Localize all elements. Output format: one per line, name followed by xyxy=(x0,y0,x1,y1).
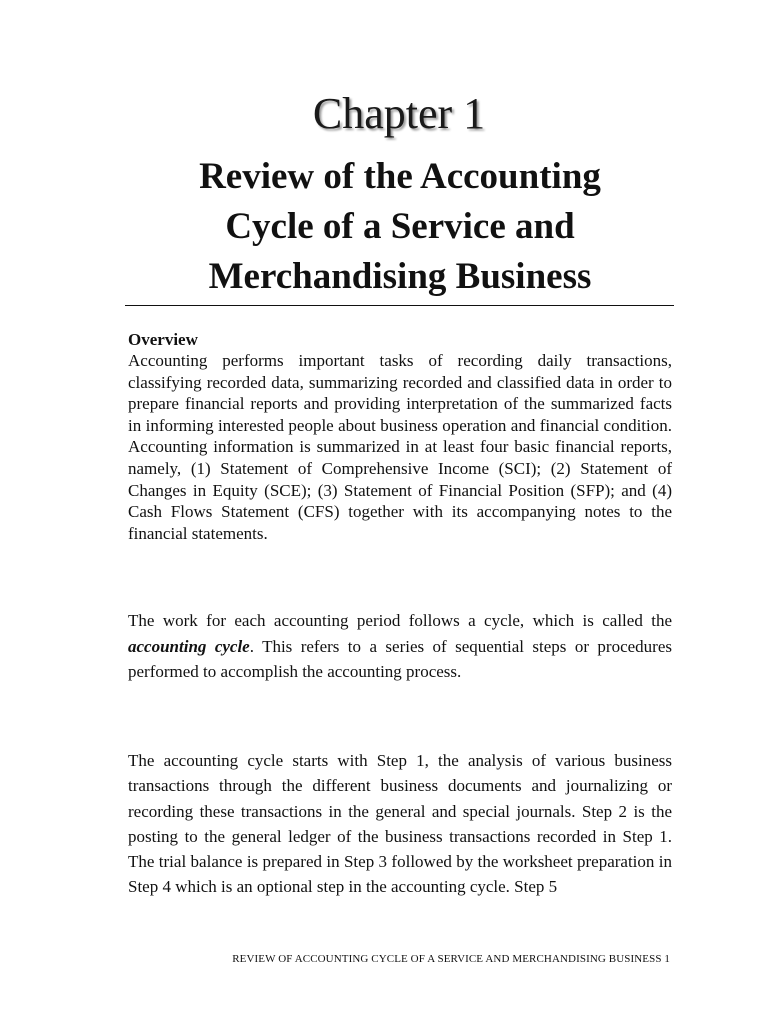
title-divider xyxy=(125,305,674,306)
chapter-title-line: Review of the Accounting xyxy=(199,156,601,197)
chapter-title-line: Cycle of a Service and xyxy=(225,206,575,247)
accounting-steps-paragraph: The accounting cycle starts with Step 1, the analysis of various business transactions through the different business documents and journalizing or recording these transactions in the general and special journals. Step 2 is the posting to the general ledger of the business transactions recorded in Step 1. The trial balance is prepared in Step 3 followed by the worksheet preparation in Step 4 which is an optional step in the accounting cycle. Step 5 xyxy=(128,751,672,897)
page-footer: REVIEW OF ACCOUNTING CYCLE OF A SERVICE AND MERCHANDISING BUSINESS 1 xyxy=(232,953,670,965)
overview-paragraph: Accounting performs important tasks of recording daily transactions, classifying recorded data, summarizing recorded and classified data in order to prepare financial reports and providing interpretation of the summarized facts in informing interested people about business operation and financial condition. Accounting information is summarized in at least four basic financial reports, namely, (1) Statement of Comprehensive Income (SCI); (2) Statement of Changes in Equity (SCE); (3) Statement of Financial Position (SFP); and (4) Cash Flows Statement (CFS) together with its accompanying notes to the financial statements. xyxy=(128,351,672,543)
chapter-title xyxy=(100,152,700,302)
emphasized-term: accounting cycle xyxy=(128,636,250,656)
paragraph-text: . This refers to a series of sequential steps or procedures performed to accomplish the accounting process. xyxy=(128,636,672,682)
paragraph-text: The work for each accounting period follows a cycle, which is called the xyxy=(128,611,672,630)
chapter-title-line: Merchandising Business xyxy=(208,256,592,297)
chapter-label: Chapter 1 xyxy=(312,89,486,138)
overview-heading: Overview xyxy=(128,330,198,349)
accounting-cycle-paragraph xyxy=(128,608,672,685)
